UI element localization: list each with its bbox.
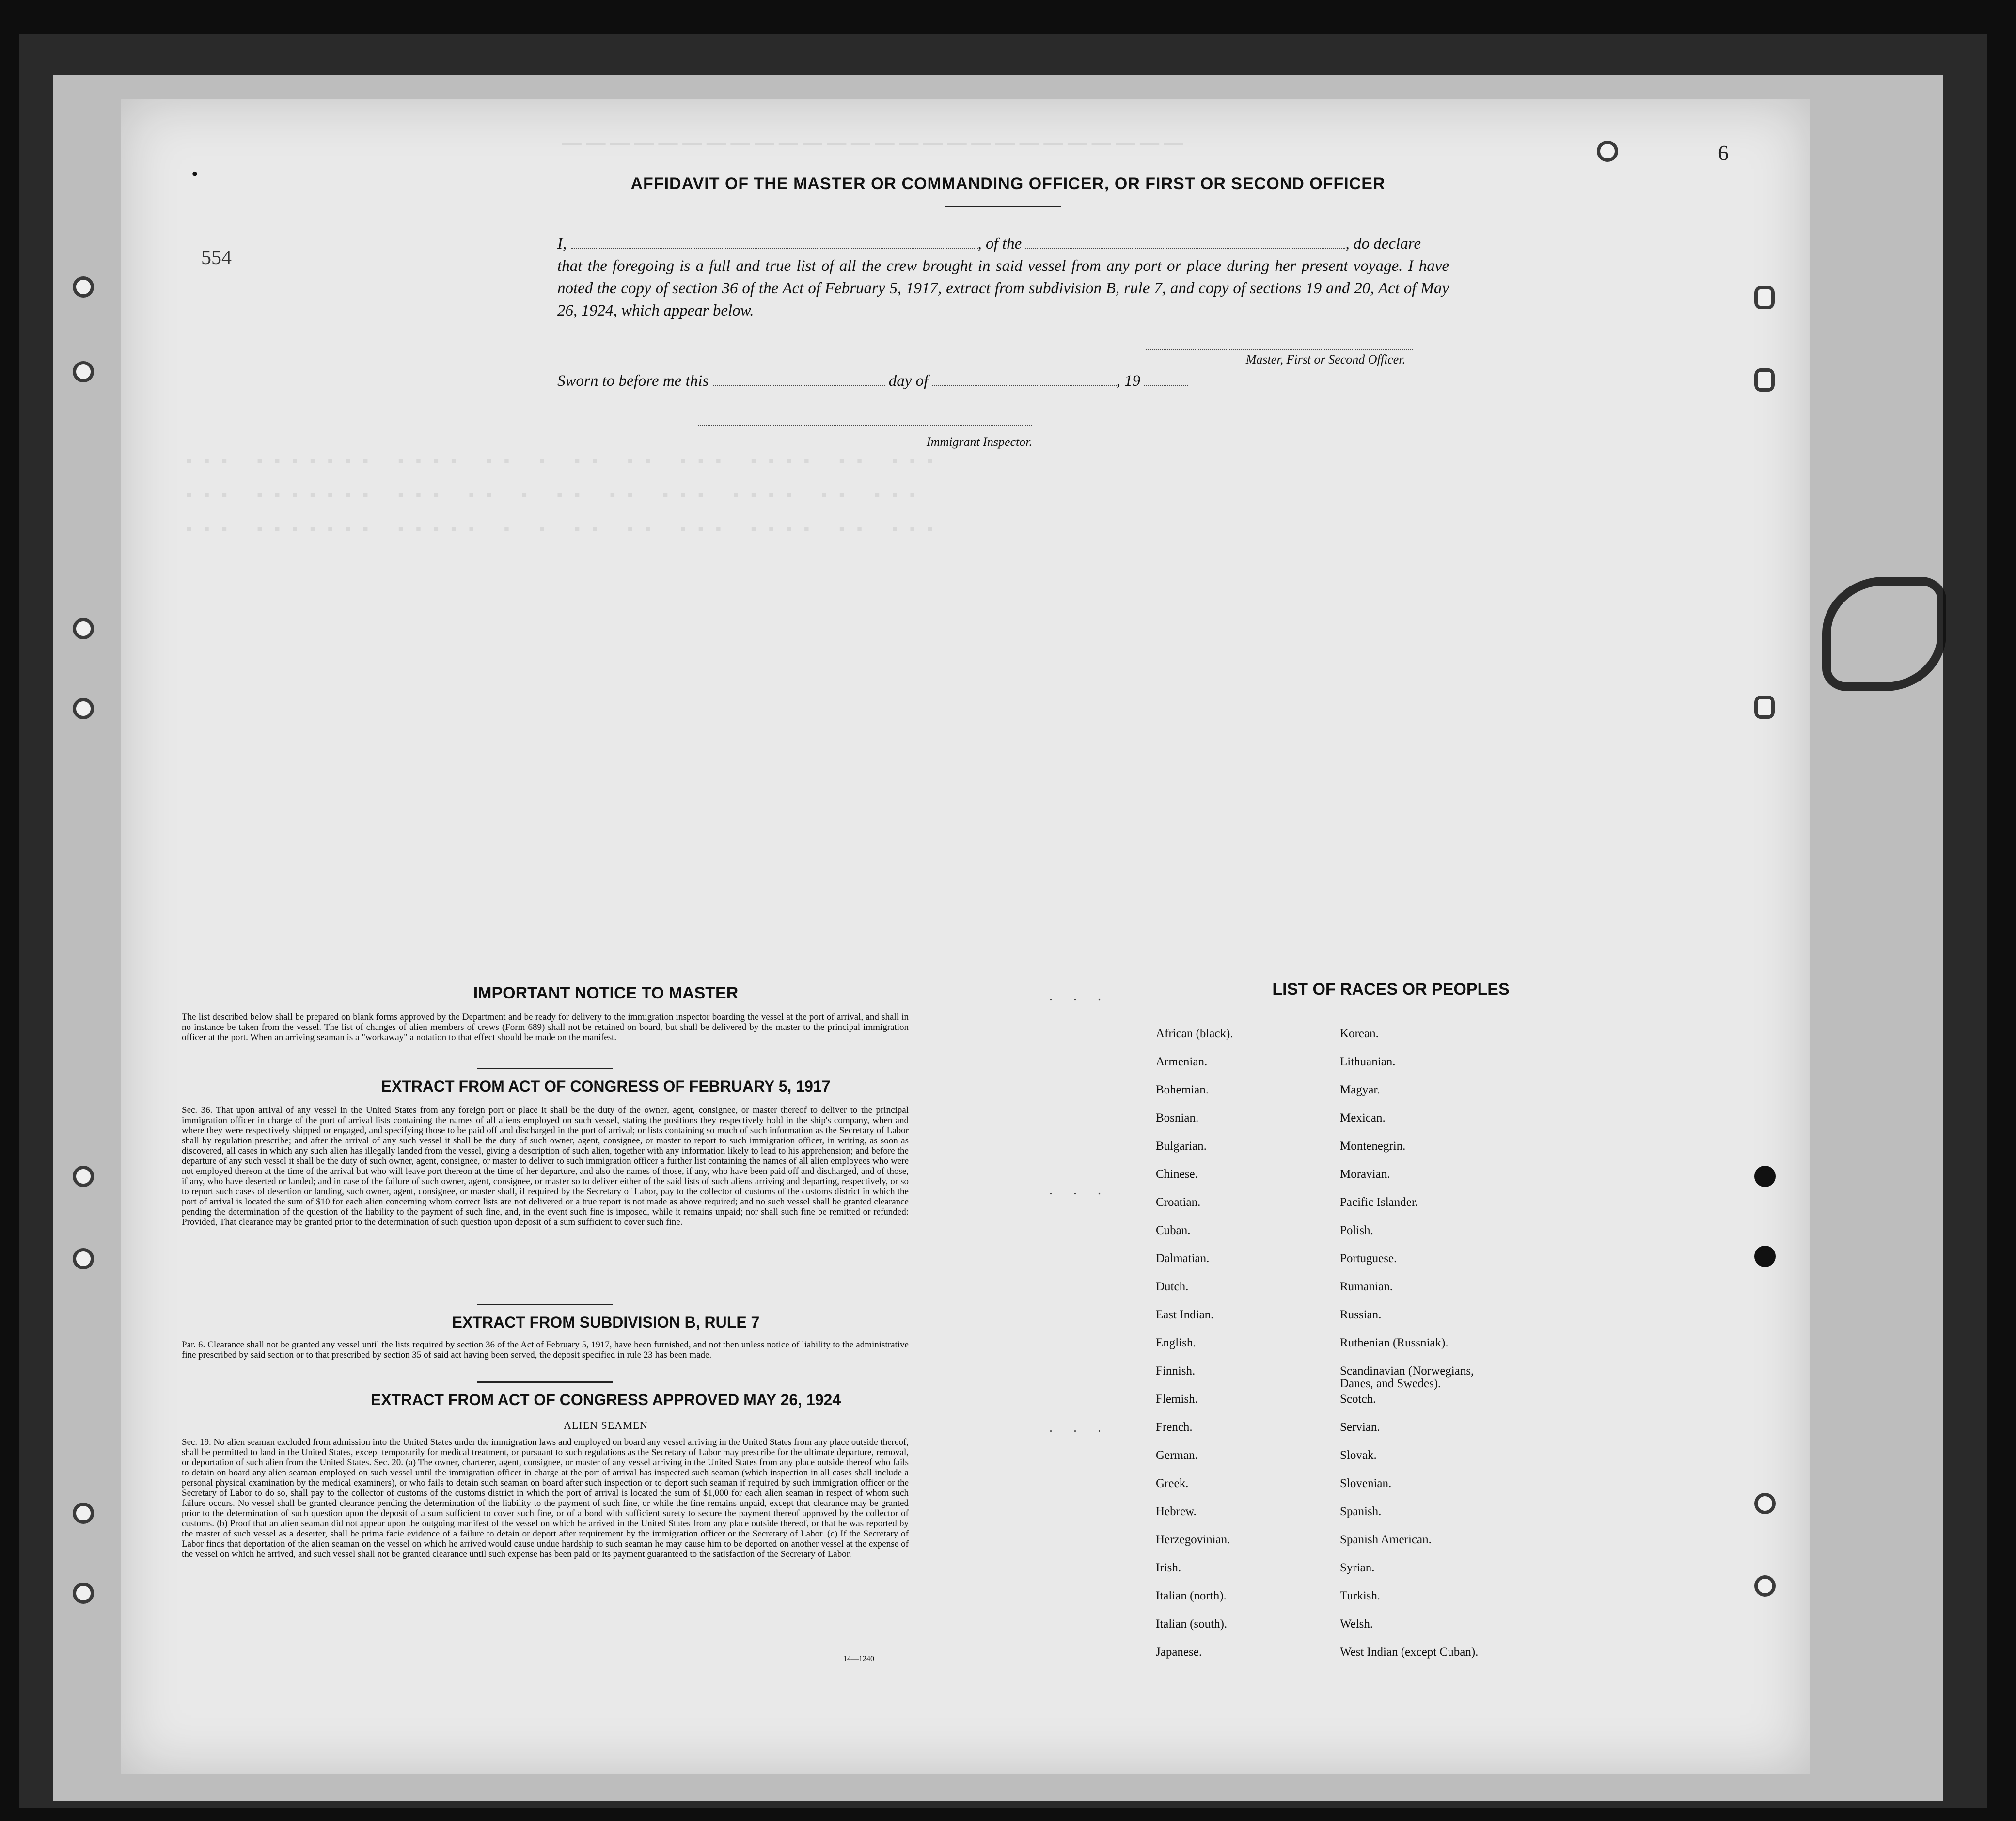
race-item: Hebrew. xyxy=(1156,1505,1197,1518)
extract-1924-body: Sec. 19. No alien seaman excluded from admission into the United States under the immigration laws and employed on board any vessel arriving in the United States from any place outside thereof, shall be permitted to land in the United States, except temporarily for medical treatment, or pursuant to such regulations as the Secretary of Labor may prescribe for the ultimate departure, removal, or deportation of such alien from the United States. Sec. 20. (a) The owner, charterer, agent, consignee, or master of any vessel arriving in the United States from any place outside thereof who fails to detain on board any alien seaman employed on such vessel until the immigration officer in charge at the port of arrival has inspected such seaman (which inspection in all cases shall include a personal physical examination by the medical examiners), or who fails to detain such seaman on board after such inspection or to deport such seaman if required by such immigration officer or the Secretary of Labor to do so, shall pay to the collector of customs of the customs district in which the port of arrival is located the sum of $1,000 for each alien seaman in respect of whom such failure occurs. No vessel shall be granted clearance pending the determination of the liability to the payment of such fine, or while the fine remains unpaid, except that clearance may be granted prior to the determination of such question upon the deposit of a sum sufficient to cover such fine, or of a bond with sufficient surety to secure the payment thereof approved by the collector of customs. (b) Proof that an alien seaman did not appear upon the outgoing manifest of the vessel on which he arrived in the United States from any place outside thereof, or that he was reported by the master of such vessel as a deserter, shall be prima facie evidence of a failure to detain or deport after requirement by the immigration officer or the Secretary of Labor. (c) If the Secretary of Labor finds that deportation of the alien seaman on the vessel on which he arrived would cause undue hardship to such seaman he may cause him to be deported on another vessel at the expense of the vessel on which he arrived, and such vessel shall not be granted clearance until such expense has been paid or its payment guaranteed to the satisfaction of the Secretary of Labor. xyxy=(182,1437,909,1559)
race-item: Magyar. xyxy=(1340,1083,1380,1096)
declaration-of-the: , of the xyxy=(977,235,1022,253)
declaration-body: that the foregoing is a full and true list of all the crew brought in said vessel from any port or place during her present voyage. I have noted the copy of section 36 of the Act of February 5, 1917, extract from subdivision B, rule 7, and copy of sections 19 and 20, Act of May 26, 1924, which appear below. xyxy=(557,257,1449,319)
race-item: Armenian. xyxy=(1156,1055,1208,1068)
race-item: Russian. xyxy=(1340,1308,1382,1321)
race-item: Servian. xyxy=(1340,1421,1380,1434)
race-item: Slovenian. xyxy=(1340,1477,1392,1490)
race-item: Rumanian. xyxy=(1340,1280,1393,1293)
section-divider xyxy=(477,1304,613,1305)
race-item: Montenegrin. xyxy=(1340,1140,1406,1153)
extract-rule7-body: Par. 6. Clearance shall not be granted any vessel until the lists required by section 36 of the Act of February 5, 1917, have been furnished, and not then unless notice of liability to the administrative fine prescribed by said section or to that prescribed by section 35 of said act having been served, the deposit specified in rule 23 has been made. xyxy=(182,1340,909,1360)
binder-hole xyxy=(1754,1246,1776,1267)
binder-hole xyxy=(73,1166,94,1187)
binder-hole xyxy=(1754,1575,1776,1597)
race-item: English. xyxy=(1156,1336,1196,1349)
stray-dots: . . . xyxy=(1049,1420,1110,1435)
race-item: Moravian. xyxy=(1340,1168,1390,1181)
notice-body: The list described below shall be prepared on blank forms approved by the Department and be ready for delivery to the immigration inspector boarding the vessel at the port of arrival, and shall in no instance be taken from the vessel. The list of changes of alien members of crews (Form 689) shall not be retained on board, but shall be delivered by the master to the principal immigration officer at the port. When an arriving seaman is a "workaway" a notation to that effect should be made on the manifest. xyxy=(182,1012,909,1043)
race-item: Cuban. xyxy=(1156,1224,1191,1237)
vessel-blank[interactable] xyxy=(1025,248,1345,249)
page-number: 6 xyxy=(1718,141,1729,165)
race-item: Bohemian. xyxy=(1156,1083,1209,1096)
handwritten-ink-mark xyxy=(1822,577,1946,691)
section-divider xyxy=(477,1068,613,1069)
year-blank[interactable] xyxy=(1144,385,1188,386)
form-number: 14—1240 xyxy=(843,1655,874,1663)
notice-heading: IMPORTANT NOTICE TO MASTER xyxy=(473,984,739,1002)
race-item: Flemish. xyxy=(1156,1393,1198,1406)
bleed-through-row: ▪▪▪ ▪▪▪▪▪▪▪ ▪▪▪ ▪▪ ▪ ▪▪ ▪▪ ▪▪▪ ▪▪▪▪ ▪▪ ▪▪▪ xyxy=(184,487,925,506)
corner-mark: • xyxy=(191,163,199,185)
race-item: Polish. xyxy=(1340,1224,1373,1237)
stray-dots: . . . xyxy=(1049,1183,1110,1198)
race-item: Bosnian. xyxy=(1156,1111,1199,1124)
race-item: Croatian. xyxy=(1156,1196,1201,1209)
binder-hole xyxy=(73,698,94,719)
sworn-day-of: day of xyxy=(888,372,929,390)
bleed-through-row: ▪▪▪ ▪▪▪▪▪▪▪ ▪▪▪▪ ▪▪ ▪ ▪▪ ▪▪ ▪▪▪ ▪▪▪▪ ▪▪ ▪▪▪ xyxy=(184,453,943,472)
stray-dots: . . . xyxy=(1049,989,1110,1004)
binder-hole xyxy=(1754,1166,1776,1187)
race-item: Greek. xyxy=(1156,1477,1189,1490)
affidavit-declaration xyxy=(557,233,1449,322)
inspector-label: Immigrant Inspector. xyxy=(926,435,1032,449)
binder-hole xyxy=(73,361,94,382)
inspector-signature-line[interactable] xyxy=(698,425,1032,426)
race-item: Slovak. xyxy=(1340,1449,1377,1462)
declaration-i: I, xyxy=(557,235,567,253)
binder-hole xyxy=(73,1248,94,1269)
race-item: Italian (south). xyxy=(1156,1617,1228,1631)
stamp-number: 554 xyxy=(201,247,232,269)
race-item: Ruthenian (Russniak). xyxy=(1340,1336,1449,1349)
race-item: Dalmatian. xyxy=(1156,1252,1210,1265)
binder-hole xyxy=(1597,141,1618,162)
signature-label: Master, First or Second Officer. xyxy=(1245,352,1405,366)
race-item: Pacific Islander. xyxy=(1340,1196,1418,1209)
extract-1917-heading: EXTRACT FROM ACT OF CONGRESS OF FEBRUARY 5, 1917 xyxy=(381,1077,831,1095)
race-item: Syrian. xyxy=(1340,1561,1375,1574)
race-item: African (black). xyxy=(1156,1027,1233,1040)
race-item: Korean. xyxy=(1340,1027,1379,1040)
extract-rule7-heading: EXTRACT FROM SUBDIVISION B, RULE 7 xyxy=(452,1314,760,1331)
extract-1924-subheading: ALIEN SEAMEN xyxy=(564,1419,648,1431)
race-item: French. xyxy=(1156,1421,1193,1434)
race-item: Spanish. xyxy=(1340,1505,1382,1518)
sworn-prefix: Sworn to before me this xyxy=(557,372,709,390)
race-item: Portuguese. xyxy=(1340,1252,1397,1265)
race-item: Herzegovinian. xyxy=(1156,1533,1230,1546)
binder-hole xyxy=(1754,286,1775,309)
races-list xyxy=(1156,1028,1534,1677)
race-item: Spanish American. xyxy=(1340,1533,1432,1546)
declaration-first-line xyxy=(557,233,1449,255)
month-blank[interactable] xyxy=(932,385,1117,386)
binder-hole xyxy=(73,1583,94,1604)
race-item: Chinese. xyxy=(1156,1168,1198,1181)
extract-1917-body: Sec. 36. That upon arrival of any vessel in the United States from any foreign port or place it shall be the duty of the owner, agent, consignee, or master thereof to deliver to the principal immigration officer in charge of the port of arrival lists containing the names of all aliens employed on such vessel, stating the positions they respectively hold in the ship's company, when and where they were respectively shipped or engaged, and specifying those to be paid off and discharged in the port of arrival; or lists containing so much of such information as the Secretary of Labor shall by regulation prescribe; and after the arrival of any such vessel it shall be the duty of such owner, agent, consignee, or master to report to such immigration officer, in writing, as soon as discovered, all cases in which any such alien has illegally landed from the vessel, giving a description of such alien, together with any information likely to lead to his apprehension; and before the departure of any such vessel it shall be the duty of such owner, agent, consignee, or master to deliver to such immigration officer a further list containing the names of all alien employees who were not employed thereon at the time of the arrival but who will leave port thereon at the time of her departure, and also the names of those, if any, who have been paid off and discharged, and of those, if any, who have deserted or landed; and in case of the failure of such owner, agent, consignee, or master so to deliver either of the said lists of such aliens arriving and departing, respectively, or so to report such cases of desertion or landing, such owner, agent, consignee, or master shall, if required by the Secretary of Labor, pay to the collector of customs of the customs district in which the port of arrival is located the sum of $10 for each alien concerning whom correct lists are not delivered or a true report is not made as above required; and no such vessel shall be granted clearance pending the determination of the question of the liability to the payment of such fine, and, in the event such fine is imposed, while it remains unpaid; nor shall such fine be remitted or refunded: Provided, That clearance may be granted prior to the determination of such question upon deposit of a sum sufficient to cover such fine. xyxy=(182,1105,909,1227)
race-item: Scandinavian (Norwegians, Danes, and Swedes). xyxy=(1340,1364,1474,1390)
extract-1924-heading: EXTRACT FROM ACT OF CONGRESS APPROVED MAY 26, 1924 xyxy=(370,1391,841,1409)
race-item: West Indian (except Cuban). xyxy=(1340,1646,1479,1659)
bleed-through-row: ▪▪▪ ▪▪▪▪▪▪▪ ▪▪▪▪▪ ▪ ▪ ▪▪ ▪▪ ▪▪▪ ▪▪▪▪ ▪▪ ▪▪▪ xyxy=(184,521,943,539)
binder-hole xyxy=(1754,696,1775,719)
race-item: Finnish. xyxy=(1156,1364,1196,1378)
race-item: Dutch. xyxy=(1156,1280,1189,1293)
title-divider xyxy=(945,206,1061,207)
bleed-through-title: ────────────────────────── xyxy=(557,129,1183,159)
sworn-line xyxy=(557,372,1212,390)
binder-hole xyxy=(73,276,94,298)
races-heading: LIST OF RACES OR PEOPLES xyxy=(1272,980,1510,998)
race-item: German. xyxy=(1156,1449,1198,1462)
race-item: Irish. xyxy=(1156,1561,1181,1574)
binder-hole xyxy=(73,1503,94,1524)
race-item: East Indian. xyxy=(1156,1308,1214,1321)
name-blank[interactable] xyxy=(571,248,978,249)
race-item: Lithuanian. xyxy=(1340,1055,1396,1068)
section-divider xyxy=(477,1381,613,1383)
binder-hole xyxy=(1754,1493,1776,1514)
race-item: Japanese. xyxy=(1156,1646,1202,1659)
sworn-year: , 19 xyxy=(1116,372,1141,390)
race-item: Welsh. xyxy=(1340,1617,1373,1631)
signature-line[interactable] xyxy=(1146,349,1413,350)
race-item: Mexican. xyxy=(1340,1111,1386,1124)
day-blank[interactable] xyxy=(713,385,885,386)
race-item: Italian (north). xyxy=(1156,1589,1227,1602)
race-item: Scotch. xyxy=(1340,1393,1376,1406)
affidavit-title: AFFIDAVIT OF THE MASTER OR COMMANDING OFFICER, OR FIRST OR SECOND OFFICER xyxy=(630,174,1386,193)
race-item: Turkish. xyxy=(1340,1589,1381,1602)
declaration-do-declare: , do declare xyxy=(1345,235,1421,253)
binder-hole xyxy=(73,618,94,639)
binder-hole xyxy=(1754,368,1775,392)
race-item: Bulgarian. xyxy=(1156,1140,1207,1153)
